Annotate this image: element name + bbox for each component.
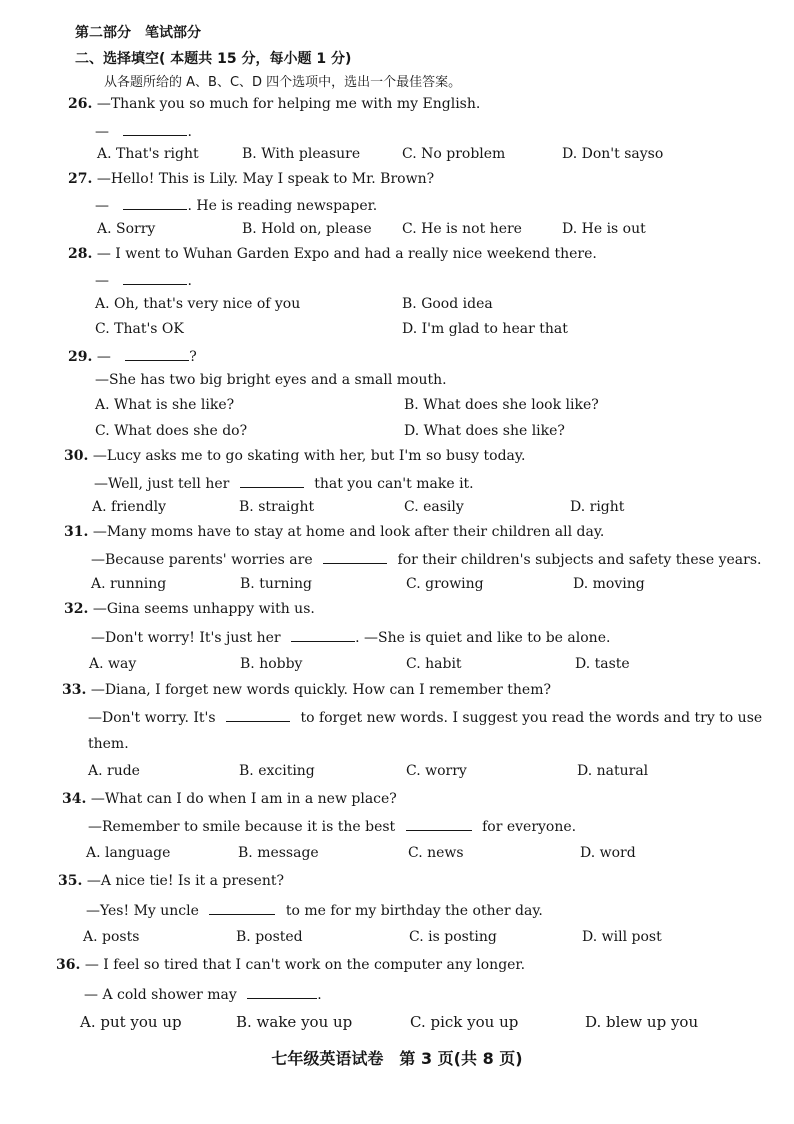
question-29 [68,346,197,366]
question-stem: —What can I do when I am in a new place? [90,791,397,807]
response-text: . [187,124,192,140]
option-b: B. wake you up [236,1013,353,1031]
option-a: A. friendly [92,499,167,515]
response-text: —Yes! My uncle [86,903,199,919]
option-c: C. That's OK [95,321,184,337]
question-35 [58,872,284,890]
question-27 [68,170,434,188]
option-a: A. Oh, that's very nice of you [95,296,301,312]
question-33-continuation: them. [88,736,129,752]
option-c: C. worry [406,763,467,779]
answer-blank [123,121,187,136]
question-stem: —Gina seems unhappy with us. [92,601,315,617]
question-34 [62,790,397,808]
answer-blank [123,270,187,285]
response-text: —Remember to smile because it is the best [88,819,396,835]
question-stem: —Hello! This is Lily. May I speak to Mr. Brown? [96,171,435,187]
question-number: 36. [56,957,81,973]
question-stem: —Thank you so much for helping me with my English. [96,96,481,112]
option-d: D. taste [575,656,630,672]
option-d: D. What does she like? [404,423,565,439]
response-text: —Don't worry! It's just her [91,630,281,646]
option-a: A. put you up [80,1013,182,1031]
response-text: —Don't worry. It's [88,710,216,726]
option-d: D. He is out [562,221,646,237]
question-32 [64,600,315,618]
question-33-response [88,707,762,727]
answer-blank [323,549,387,564]
option-c: C. habit [406,656,462,672]
option-a: A. way [89,656,137,672]
question-number: 27. [68,171,93,187]
option-b: B. Hold on, please [242,221,372,237]
question-stem: — I went to Wuhan Garden Expo and had a really nice weekend there. [96,246,597,262]
option-b: B. message [238,845,319,861]
question-stem: —A nice tie! Is it a present? [86,873,284,889]
dash: — [95,124,109,140]
answer-blank [123,195,187,210]
question-stem: —Many moms have to stay at home and look after their children all day. [92,524,605,540]
instruction: 从各题所给的 A、B、C、D 四个选项中，选出一个最佳答案。 [104,75,462,90]
question-34-response [88,816,576,836]
page-footer: 七年级英语试卷 第 3 页(共 8 页) [271,1049,523,1068]
option-a: A. That's right [97,146,199,162]
option-b: B. posted [236,929,303,945]
question-number: 35. [58,873,83,889]
answer-blank [125,346,189,361]
dash: — [96,349,111,365]
response-text: . He is reading newspaper. [187,198,378,214]
option-b: B. turning [240,576,312,592]
answer-blank [226,707,290,722]
response-text: — A cold shower may [84,987,237,1003]
question-30 [64,447,525,465]
question-36-response [84,984,322,1004]
answer-blank [291,627,355,642]
option-d: D. Don't sayso [562,146,664,162]
response-text: that you can't make it. [314,476,474,492]
option-c: C. He is not here [402,221,522,237]
question-number: 26. [68,96,93,112]
dash: — [95,198,109,214]
response-text: . [317,987,322,1003]
option-c: C. growing [406,576,484,592]
option-d: D. I'm glad to hear that [402,321,568,337]
response-text: for everyone. [482,819,577,835]
option-a: A. What is she like? [95,397,235,413]
question-27-response [95,195,377,215]
question-mark: ? [189,349,197,365]
option-c: C. is posting [409,929,497,945]
dash: — [95,273,109,289]
response-text: . —She is quiet and like to be alone. [355,630,611,646]
option-c: C. pick you up [410,1013,519,1031]
question-31 [64,523,604,541]
option-c: C. easily [404,499,464,515]
option-d: D. word [580,845,636,861]
question-26-response [95,121,192,141]
option-c: C. news [408,845,464,861]
option-b: B. With pleasure [242,146,361,162]
option-a: A. Sorry [97,221,156,237]
answer-blank [240,473,304,488]
answer-blank [406,816,472,831]
option-a: A. language [86,845,171,861]
response-text: —Well, just tell her [94,476,230,492]
answer-blank [247,984,317,999]
option-c: C. No problem [402,146,506,162]
response-text: . [187,273,192,289]
option-b: B. exciting [239,763,315,779]
question-stem: — I feel so tired that I can't work on the computer any longer. [84,957,526,973]
question-29-response: —She has two big bright eyes and a small mouth. [95,372,447,388]
option-d: D. natural [577,763,649,779]
option-d: D. blew up you [585,1013,699,1031]
question-stem: —Diana, I forget new words quickly. How can I remember them? [90,682,551,698]
question-28 [68,245,597,263]
response-text: for their children's subjects and safety these years. [397,552,762,568]
question-32-response [91,627,610,647]
response-text: to me for my birthday the other day. [285,903,543,919]
question-28-response [95,270,192,290]
question-30-response [94,473,474,493]
question-35-response [86,900,543,920]
question-number: 34. [62,791,87,807]
option-b: B. What does she look like? [404,397,599,413]
question-31-response [91,549,761,569]
part-title: 二、选择填空( 本题共 15 分，每小题 1 分) [75,51,352,67]
question-33 [62,681,551,699]
question-number: 32. [64,601,89,617]
answer-blank [209,900,275,915]
response-text: to forget new words. I suggest you read the words and try to use [300,710,763,726]
question-number: 33. [62,682,87,698]
option-d: D. right [570,499,625,515]
option-a: A. rude [88,763,140,779]
option-b: B. Good idea [402,296,493,312]
question-number: 28. [68,246,93,262]
option-d: D. moving [573,576,645,592]
question-number: 29. [68,349,93,365]
option-b: B. hobby [240,656,303,672]
question-36 [56,956,525,974]
question-stem: —Lucy asks me to go skating with her, but I'm so busy today. [92,448,526,464]
question-26 [68,95,480,113]
question-number: 30. [64,448,89,464]
option-a: A. posts [83,929,140,945]
option-c: C. What does she do? [95,423,248,439]
option-a: A. running [91,576,167,592]
section-title: 第二部分 笔试部分 [75,25,201,41]
question-number: 31. [64,524,89,540]
option-d: D. will post [582,929,662,945]
option-b: B. straight [239,499,315,515]
response-text: —Because parents' worries are [91,552,313,568]
